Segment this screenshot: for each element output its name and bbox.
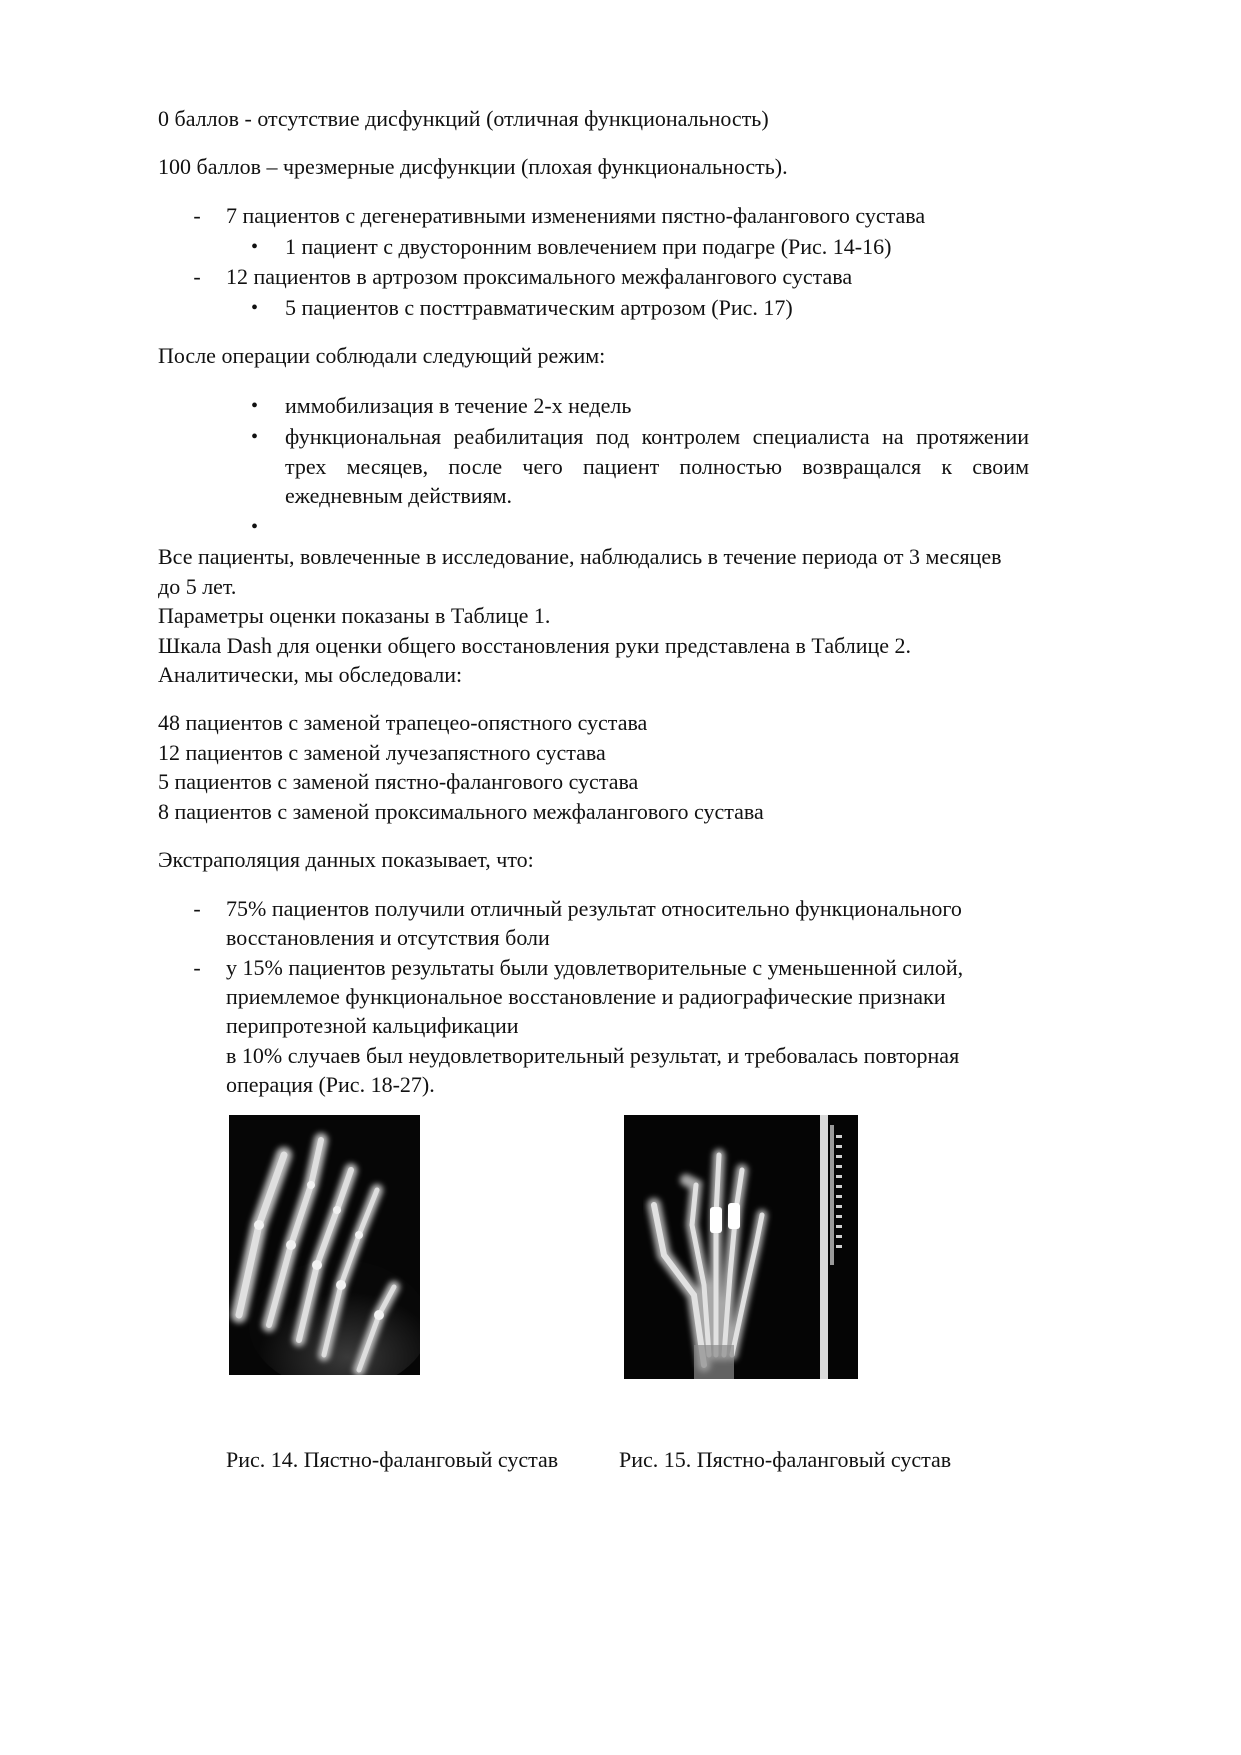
- regimen-item-line: трех месяцев, после чего пациент полностью возвращался к своим: [285, 454, 1029, 479]
- bullet-marker: •: [251, 426, 259, 448]
- list-subitem: 5 пациентов с посттравматическим артрозом (Рис. 17): [285, 295, 793, 320]
- figure-caption: Рис. 15. Пястно-фаланговый сустав: [619, 1447, 952, 1472]
- results-item-line: перипротезной кальцификации: [226, 1013, 519, 1038]
- dash-marker: -: [193, 955, 201, 980]
- results-item-line: у 15% пациентов результаты были удовлетворительные с уменьшенной силой,: [226, 955, 964, 980]
- score-zero-line: 0 баллов - отсутствие дисфункций (отличная функциональность): [158, 106, 769, 131]
- bullet-marker: •: [251, 297, 259, 319]
- results-item-line: в 10% случаев был неудовлетворительный результат, и требовалась повторная: [226, 1043, 960, 1068]
- figure-caption: Рис. 14. Пястно-фаланговый сустав: [226, 1447, 559, 1472]
- examined-line: 5 пациентов с заменой пястно-фалангового сустава: [158, 769, 639, 794]
- empty-bullet: •: [251, 516, 259, 538]
- examined-line: 48 пациентов с заменой трапецео-опястного сустава: [158, 710, 648, 735]
- followup-line: Все пациенты, вовлеченные в исследование, наблюдались в течение периода от 3 месяцев: [158, 544, 1002, 569]
- regimen-item: иммобилизация в течение 2-х недель: [285, 393, 632, 418]
- xray-hand-icon: [624, 1115, 858, 1379]
- list-item: 12 пациентов в артрозом проксимального межфалангового сустава: [226, 264, 853, 289]
- bullet-marker: •: [251, 395, 259, 417]
- followup-line: Параметры оценки показаны в Таблице 1.: [158, 603, 551, 628]
- regimen-item-line: ежедневным действиям.: [285, 483, 513, 508]
- list-item: 7 пациентов с дегенеративными изменениями пястно-фалангового сустава: [226, 203, 926, 228]
- examined-line: 8 пациентов с заменой проксимального межфалангового сустава: [158, 799, 764, 824]
- regimen-heading: После операции соблюдали следующий режим:: [158, 343, 606, 368]
- results-heading: Экстраполяция данных показывает, что:: [158, 847, 534, 872]
- results-item-line: операция (Рис. 18-27).: [226, 1072, 435, 1097]
- score-hundred-line: 100 баллов – чрезмерные дисфункции (плохая функциональность).: [158, 154, 788, 179]
- results-item-line: приемлемое функциональное восстановление и радиографические признаки: [226, 984, 946, 1009]
- followup-line: до 5 лет.: [158, 574, 237, 599]
- examined-line: 12 пациентов с заменой лучезапястного сустава: [158, 740, 606, 765]
- dash-marker: -: [193, 896, 201, 921]
- bullet-marker: •: [251, 236, 259, 258]
- xray-hand-icon: [229, 1115, 420, 1375]
- dash-marker: -: [193, 203, 201, 228]
- list-subitem: 1 пациент с двусторонним вовлечением при подагре (Рис. 14-16): [285, 234, 892, 259]
- followup-line: Аналитически, мы обследовали:: [158, 662, 463, 687]
- results-item-line: 75% пациентов получили отличный результат относительно функционального: [226, 896, 962, 921]
- dash-marker: -: [193, 264, 201, 289]
- regimen-item-line: функциональная реабилитация под контролем специалиста на протяжении: [285, 424, 1029, 449]
- results-item-line: восстановления и отсутствия боли: [226, 925, 550, 950]
- followup-line: Шкала Dash для оценки общего восстановления руки представлена в Таблице 2.: [158, 633, 912, 658]
